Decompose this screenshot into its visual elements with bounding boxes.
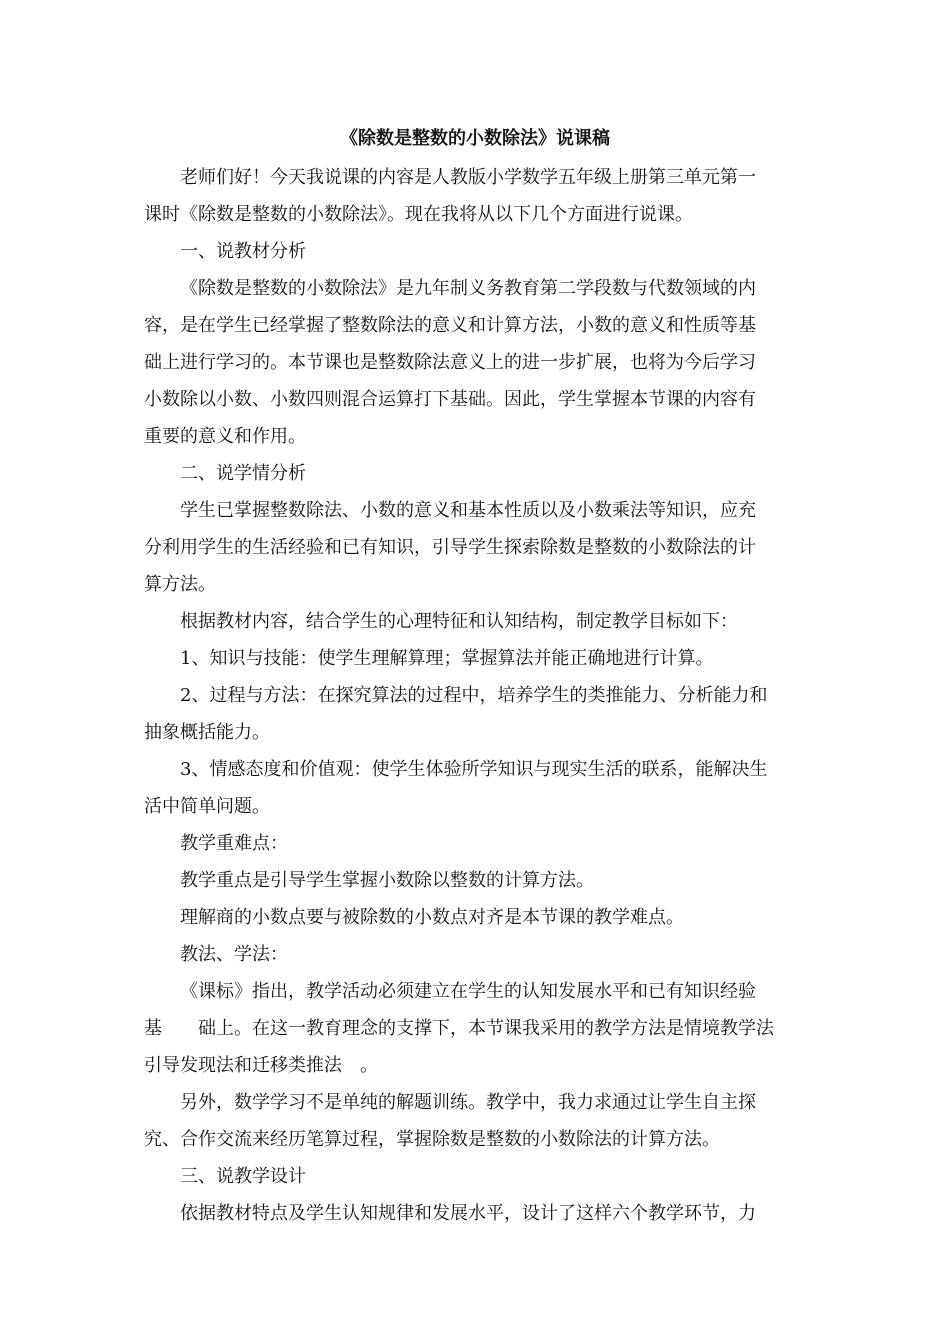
objective-item: 3、情感态度和价值观：使学生体验所学知识与现实生活的联系，能解决生 [180,759,768,780]
paragraph-line: 础上进行学习的。本节课也是整数除法意义上的进一步扩展，也将为今后学习 [144,352,756,373]
paragraph-line: 教学重点是引导学生掌握小数除以整数的计算方法。 [180,870,594,891]
paragraph-line: 《课标》指出，教学活动必须建立在学生的认知发展水平和已有知识经验 [180,981,756,1002]
paragraph-line: 小数除以小数、小数四则混合运算打下基础。因此，学生掌握本节课的内容有 [144,389,756,410]
paragraph-line: 根据教材内容，结合学生的心理特征和认知结构，制定教学目标如下： [180,611,738,632]
paragraph-line: 《除数是整数的小数除法》是九年制义务教育第二学段数与代数领域的内 [180,278,756,299]
paragraph-line: 基 础上。在这一教育理念的支撑下，本节课我采用的教学方法是情境教学法 [144,1018,774,1039]
paragraph-line: 重要的意义和作用。 [144,426,306,447]
paragraph-line: 分利用学生的生活经验和已有知识，引导学生探索除数是整数的小数除法的计 [144,537,756,558]
section-heading: 一、说教材分析 [180,241,306,262]
paragraph-line: 算方法。 [144,574,216,595]
subheading: 教学重难点： [180,833,288,854]
paragraph-line: 另外，数学学习不是单纯的解题训练。教学中，我力求通过让学生自主探 [180,1092,756,1113]
subheading: 教法、学法： [180,944,288,965]
paragraph-line: 课时《除数是整数的小数除法》。现在我将从以下几个方面进行说课。 [144,204,693,225]
section-heading: 二、说学情分析 [180,463,306,484]
paragraph-line: 抽象概括能力。 [144,722,270,743]
paragraph-line: 究、合作交流来经历笔算过程，掌握除数是整数的小数除法的计算方法。 [144,1129,720,1150]
paragraph-line: 依据教材特点及学生认知规律和发展水平，设计了这样六个教学环节，力 [180,1203,756,1224]
section-heading: 三、说教学设计 [180,1166,306,1187]
paragraph-line: 容，是在学生已经掌握了整数除法的意义和计算方法，小数的意义和性质等基 [144,315,756,336]
paragraph-line: 理解商的小数点要与被除数的小数点对齐是本节课的教学难点。 [180,907,684,928]
objective-item: 1、知识与技能：使学生理解算理；掌握算法并能正确地进行计算。 [180,648,714,669]
objective-item: 2、过程与方法：在探究算法的过程中，培养学生的类推能力、分析能力和 [180,685,768,706]
paragraph-line: 老师们好！今天我说课的内容是人教版小学数学五年级上册第三单元第一 [180,167,756,188]
paragraph-line: 学生已掌握整数除法、小数的意义和基本性质以及小数乘法等知识，应充 [180,500,756,521]
document-title: 《除数是整数的小数除法》说课稿 [340,128,610,149]
paragraph-line: 引导发现法和迁移类推法 。 [144,1055,378,1076]
paragraph-line: 活中简单问题。 [144,796,270,817]
